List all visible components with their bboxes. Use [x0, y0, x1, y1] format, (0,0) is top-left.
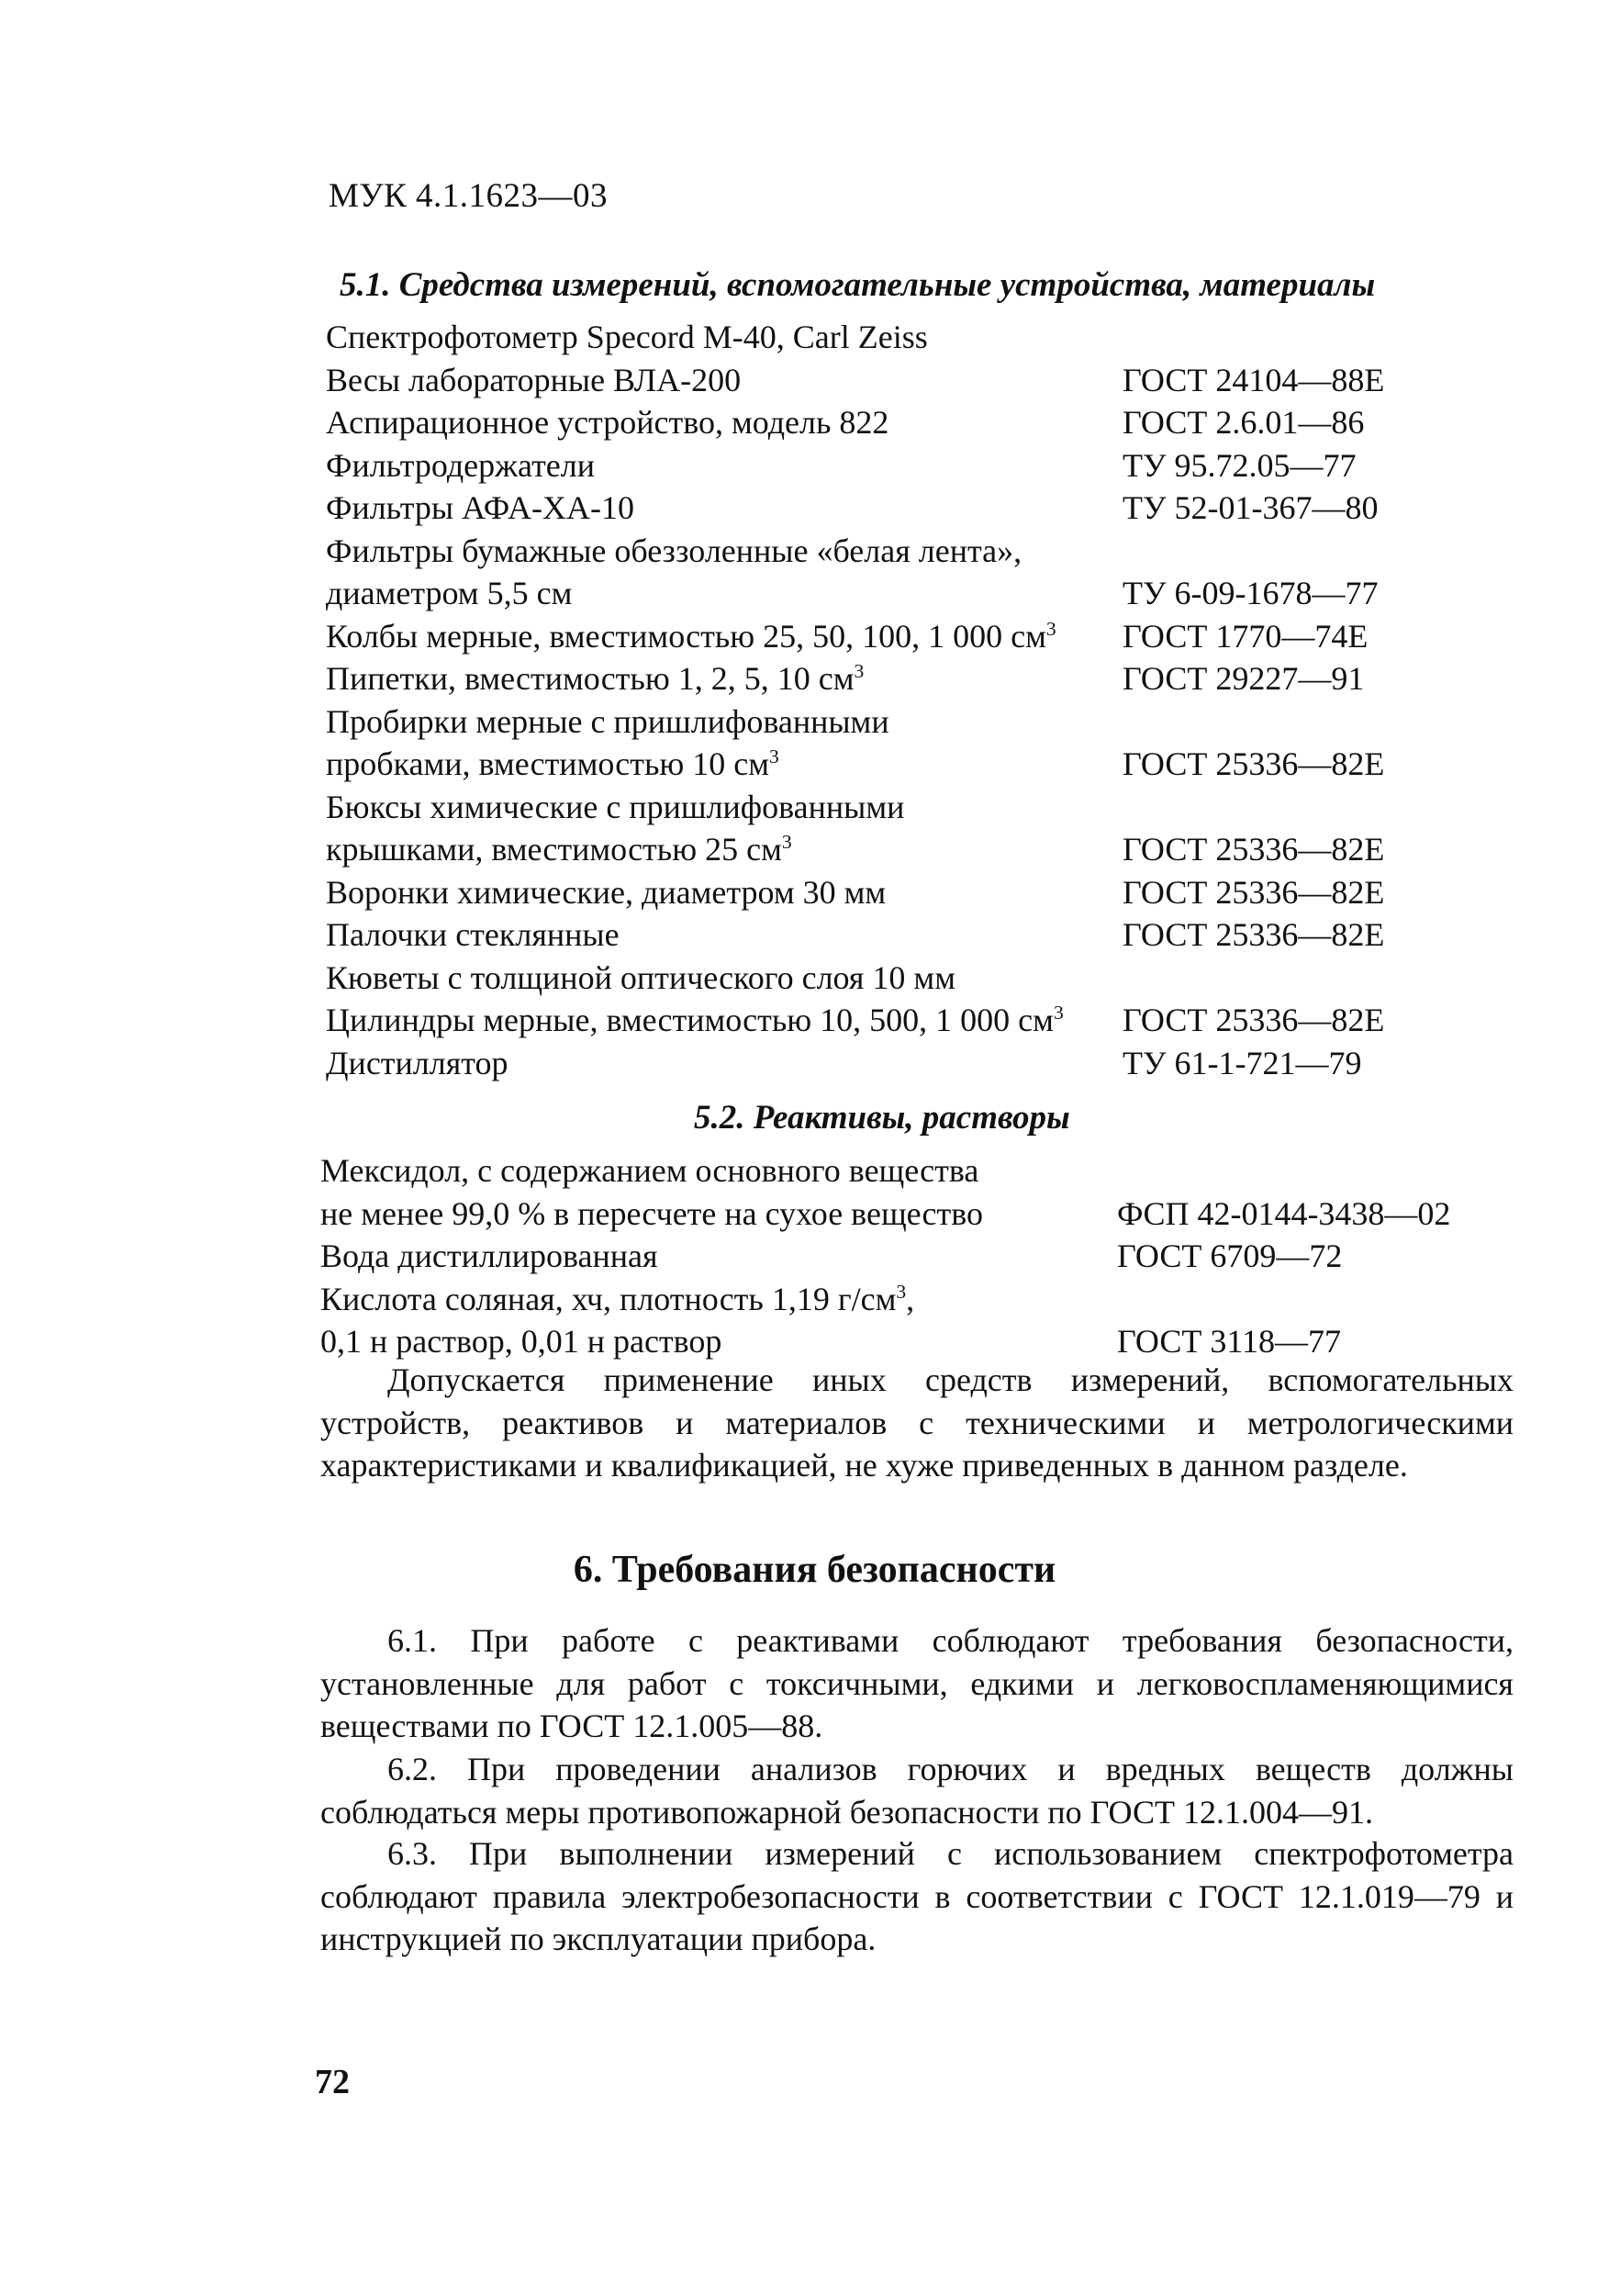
- list-item: [326, 788, 1519, 831]
- chapter-6-title: 6. Требования безопасности: [573, 1549, 1056, 1591]
- list-item: [320, 1280, 1514, 1323]
- substitution-note: Допускается применение иных средств измерений, вспомогательных устройств, реактивов и материалов с техническими и метрологическими характеристиками и квалификацией, не хуже приведенных в данном разделе.: [320, 1361, 1514, 1484]
- superscript: 3: [854, 660, 865, 683]
- item-name: Дистиллятор: [326, 1044, 508, 1081]
- superscript: 3: [781, 831, 792, 854]
- item-name: Спектрофотометр Specord M-40, Carl Zeiss: [326, 319, 928, 355]
- list-item: [326, 1044, 1519, 1087]
- list-item: [326, 488, 1519, 532]
- item-name: 0,1 н раствор, 0,01 н раствор: [320, 1323, 722, 1360]
- list-item: [326, 659, 1519, 702]
- superscript: 3: [769, 745, 779, 768]
- list-item: [326, 574, 1519, 617]
- item-name: крышками, вместимостью 25 $см^3$: [326, 831, 792, 868]
- item-name: Кюветы с толщиной оптического слоя 10 мм: [326, 958, 955, 996]
- superscript: 3: [1045, 617, 1056, 640]
- paragraph-6-1: 6.1. При работе с реактивами соблюдают требования безопасности, установленные для работ с токсичными, едкими и легковоспламеняющимися веществами по ГОСТ 12.1.005—88.: [320, 1622, 1514, 1744]
- item-standard: ФСП 42-0144-3438—02: [1117, 1194, 1451, 1232]
- item-standard: ТУ 61-1-721—79: [1123, 1044, 1362, 1081]
- item-standard: ГОСТ 29227—91: [1123, 660, 1365, 697]
- list-item: [326, 361, 1519, 404]
- list-item: [326, 446, 1519, 489]
- item-standard: ГОСТ 25336—82Е: [1123, 1002, 1385, 1038]
- list-item: [326, 617, 1519, 660]
- item-name: Пробирки мерные с пришлифованными: [326, 702, 889, 740]
- list-item: [326, 745, 1519, 788]
- document-code: МУК 4.1.1623—03: [329, 177, 609, 215]
- item-name: Цилиндры мерные, вместимостью 10, 500, 1 000 $см^3$: [326, 1002, 1064, 1038]
- list-item: [320, 1194, 1514, 1238]
- list-item: [326, 958, 1519, 1002]
- list-item: [326, 873, 1519, 916]
- list-item: [326, 403, 1519, 446]
- item-name: Фильтродержатели: [326, 446, 596, 484]
- page-number: 72: [315, 2063, 350, 2101]
- item-standard: ГОСТ 25336—82Е: [1123, 873, 1385, 911]
- item-standard: ГОСТ 6709—72: [1117, 1238, 1343, 1274]
- item-name: Мексидол, с содержанием основного вещества: [320, 1152, 979, 1189]
- item-name: не менее 99,0 % в пересчете на сухое вещество: [320, 1194, 984, 1232]
- item-name: диаметром 5,5 см: [326, 575, 573, 611]
- item-name: Кислота соляная, хч, плотность 1,19 $г/см^3$,: [320, 1280, 915, 1317]
- section-5-2-title: 5.2. Реактивы, растворы: [694, 1099, 1070, 1137]
- paragraph-6-2: 6.2. При проведении анализов горючих и вредных веществ должны соблюдаться меры противопожарной безопасности по ГОСТ 12.1.004—91.: [320, 1751, 1514, 1831]
- item-name: Воронки химические, диаметром 30 мм: [326, 873, 887, 911]
- list-item: [326, 532, 1519, 575]
- item-name: Фильтры АФА-ХА-10: [326, 489, 634, 526]
- item-name: Аспирационное устройство, модель 822: [326, 404, 889, 441]
- item-standard: ГОСТ 25336—82Е: [1123, 745, 1385, 782]
- list-item: [326, 1001, 1519, 1044]
- item-standard: ТУ 95.72.05—77: [1123, 446, 1357, 484]
- item-standard: ГОСТ 25336—82Е: [1123, 831, 1385, 868]
- superscript: 3: [1053, 1002, 1064, 1025]
- superscript: 3: [896, 1280, 907, 1303]
- item-name: Пипетки, вместимостью 1, 2, 5, 10 $см^3$: [326, 660, 865, 697]
- item-name: Фильтры бумажные обеззоленные «белая лента»,: [326, 532, 1022, 569]
- item-name: Вода дистиллированная: [320, 1238, 658, 1274]
- item-standard: ТУ 6-09-1678—77: [1123, 575, 1379, 611]
- item-standard: ГОСТ 25336—82Е: [1123, 916, 1385, 953]
- list-item: [320, 1151, 1514, 1194]
- list-item: [326, 318, 1519, 361]
- equipment-list: [326, 318, 1519, 1086]
- list-item: [320, 1237, 1514, 1280]
- item-name: пробками, вместимостью 10 $см^3$: [326, 745, 779, 782]
- item-standard: ГОСТ 3118—77: [1117, 1323, 1342, 1360]
- section-5-1-title: 5.1. Средства измерений, вспомогательные устройства, материалы: [340, 266, 1376, 304]
- item-standard: ТУ 52-01-367—80: [1123, 489, 1379, 526]
- item-standard: ГОСТ 2.6.01—86: [1123, 404, 1365, 441]
- list-item: [326, 915, 1519, 958]
- list-item: [326, 702, 1519, 745]
- paragraph-6-3: 6.3. При выполнении измерений с использованием спектрофотометра соблюдают правила электробезопасности в соответствии с ГОСТ 12.1.019—79 и инструкцией по эксплуатации прибора.: [320, 1835, 1514, 1957]
- item-name: Бюксы химические с пришлифованными: [326, 788, 905, 825]
- reagents-list: [320, 1151, 1514, 1365]
- item-name: Палочки стеклянные: [326, 916, 620, 953]
- list-item: [326, 830, 1519, 873]
- item-name: Колбы мерные, вместимостью 25, 50, 100, 1 000 $см^3$: [326, 617, 1056, 655]
- item-standard: ГОСТ 24104—88Е: [1123, 361, 1385, 398]
- item-standard: ГОСТ 1770—74Е: [1123, 617, 1369, 655]
- item-name: Весы лабораторные ВЛА-200: [326, 361, 742, 398]
